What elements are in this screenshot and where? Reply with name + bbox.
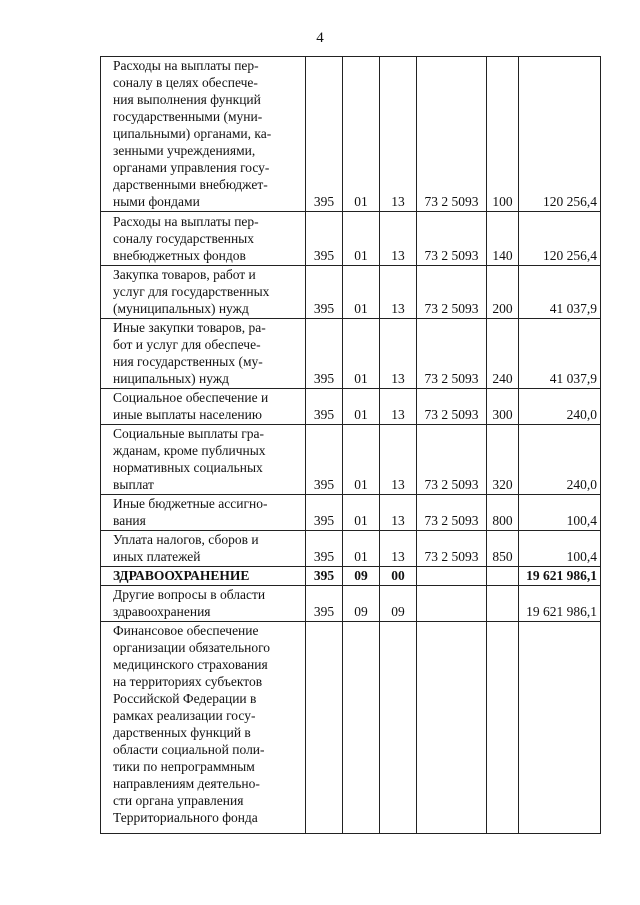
- section-code-cell: 01: [343, 531, 380, 567]
- target-article-cell: [417, 567, 487, 586]
- row-name-cell: [101, 319, 306, 389]
- table-row: [101, 622, 601, 834]
- ved-code-cell: 395: [306, 57, 343, 212]
- subsection-code-cell: 13: [380, 495, 417, 531]
- ved-code-cell: 395: [306, 425, 343, 495]
- section-code-cell: 01: [343, 319, 380, 389]
- row-name-text: Социальные выплаты гра- жданам, кроме публичных нормативных социальных выплат: [113, 426, 266, 492]
- amount-cell: 100,4: [519, 495, 601, 531]
- row-name-cell: [101, 531, 306, 567]
- subsection-code-cell: 13: [380, 425, 417, 495]
- expense-type-cell: 320: [487, 425, 519, 495]
- table-row: [101, 425, 601, 495]
- amount-cell: 19 621 986,1: [519, 567, 601, 586]
- expense-type-cell: 300: [487, 389, 519, 425]
- budget-table-body: [101, 57, 601, 834]
- table-row: [101, 531, 601, 567]
- ved-code-cell: 395: [306, 319, 343, 389]
- target-article-cell: 73 2 5093: [417, 266, 487, 319]
- target-article-cell: 73 2 5093: [417, 212, 487, 266]
- ved-code-cell: 395: [306, 531, 343, 567]
- target-article-cell: 73 2 5093: [417, 319, 487, 389]
- section-code-cell: 01: [343, 425, 380, 495]
- section-code-cell: 01: [343, 266, 380, 319]
- expense-type-cell: [487, 586, 519, 622]
- table-row: [101, 586, 601, 622]
- row-name-text: Другие вопросы в области здравоохранения: [113, 587, 266, 619]
- expense-type-cell: 240: [487, 319, 519, 389]
- expense-type-cell: 200: [487, 266, 519, 319]
- subsection-code-cell: 09: [380, 586, 417, 622]
- section-code-cell: 01: [343, 389, 380, 425]
- table-row: [101, 567, 601, 586]
- row-name-text: Социальное обеспечение и иные выплаты населению: [113, 390, 269, 422]
- target-article-cell: 73 2 5093: [417, 425, 487, 495]
- table-row: [101, 495, 601, 531]
- section-code-cell: 09: [343, 567, 380, 586]
- row-name-text: Расходы на выплаты пер- соналу государственных внебюджетных фондов: [113, 214, 259, 263]
- row-name-cell: [101, 622, 306, 834]
- row-name-cell: [101, 212, 306, 266]
- section-code-cell: 01: [343, 57, 380, 212]
- row-name-text: Иные закупки товаров, ра- бот и услуг для обеспече- ния государственных (му- ниципальных) нужд: [113, 320, 266, 386]
- table-row: [101, 319, 601, 389]
- amount-cell: [519, 622, 601, 834]
- subsection-code-cell: 13: [380, 319, 417, 389]
- row-name-cell: [101, 567, 306, 586]
- amount-cell: 41 037,9: [519, 266, 601, 319]
- expense-type-cell: 100: [487, 57, 519, 212]
- amount-cell: 240,0: [519, 425, 601, 495]
- section-code-cell: 09: [343, 586, 380, 622]
- row-name-text: Финансовое обеспечение организации обязательного медицинского страхования на территориях субъектов Российской Федерации в рамках реализации госу- дарственных функций в области социальной поли- тики по непрограммным направлениям деятельно- сти органа управления Территориального фонда: [113, 623, 271, 825]
- table-row: [101, 266, 601, 319]
- table-row: [101, 389, 601, 425]
- ved-code-cell: 395: [306, 586, 343, 622]
- ved-code-cell: 395: [306, 495, 343, 531]
- amount-cell: 120 256,4: [519, 57, 601, 212]
- row-name-cell: [101, 586, 306, 622]
- target-article-cell: [417, 586, 487, 622]
- subsection-code-cell: 13: [380, 531, 417, 567]
- row-name-text: Уплата налогов, сборов и иных платежей: [113, 532, 259, 564]
- amount-cell: 240,0: [519, 389, 601, 425]
- ved-code-cell: [306, 622, 343, 834]
- table-row: [101, 57, 601, 212]
- subsection-code-cell: 00: [380, 567, 417, 586]
- row-name-cell: [101, 389, 306, 425]
- row-name-cell: [101, 266, 306, 319]
- subsection-code-cell: [380, 622, 417, 834]
- subsection-code-cell: 13: [380, 212, 417, 266]
- expense-type-cell: 140: [487, 212, 519, 266]
- subsection-code-cell: 13: [380, 57, 417, 212]
- row-name-text: Иные бюджетные ассигно- вания: [113, 496, 268, 528]
- expense-type-cell: 800: [487, 495, 519, 531]
- amount-cell: 120 256,4: [519, 212, 601, 266]
- expense-type-cell: [487, 567, 519, 586]
- expense-type-cell: [487, 622, 519, 834]
- target-article-cell: 73 2 5093: [417, 531, 487, 567]
- target-article-cell: [417, 622, 487, 834]
- amount-cell: 41 037,9: [519, 319, 601, 389]
- row-name-text: Закупка товаров, работ и услуг для государственных (муниципальных) нужд: [113, 267, 270, 316]
- subsection-code-cell: 13: [380, 389, 417, 425]
- ved-code-cell: 395: [306, 212, 343, 266]
- amount-cell: 100,4: [519, 531, 601, 567]
- row-name-text: Расходы на выплаты пер- соналу в целях обеспече- ния выполнения функций государственными (муни- ципальными) органами, ка- зенными учреждениями, органами управления госу- дарственными внебюджет- ными фондами: [113, 58, 272, 209]
- subsection-code-cell: 13: [380, 266, 417, 319]
- section-code-cell: 01: [343, 212, 380, 266]
- target-article-cell: 73 2 5093: [417, 495, 487, 531]
- page-number: 4: [316, 30, 324, 46]
- target-article-cell: 73 2 5093: [417, 389, 487, 425]
- row-name-cell: [101, 495, 306, 531]
- row-name-cell: [101, 57, 306, 212]
- row-name-text: ЗДРАВООХРАНЕНИЕ: [113, 568, 250, 583]
- amount-cell: 19 621 986,1: [519, 586, 601, 622]
- table-row: [101, 212, 601, 266]
- budget-table: [100, 56, 601, 834]
- ved-code-cell: 395: [306, 389, 343, 425]
- section-code-cell: [343, 622, 380, 834]
- target-article-cell: 73 2 5093: [417, 57, 487, 212]
- section-code-cell: 01: [343, 495, 380, 531]
- row-name-cell: [101, 425, 306, 495]
- expense-type-cell: 850: [487, 531, 519, 567]
- ved-code-cell: 395: [306, 266, 343, 319]
- ved-code-cell: 395: [306, 567, 343, 586]
